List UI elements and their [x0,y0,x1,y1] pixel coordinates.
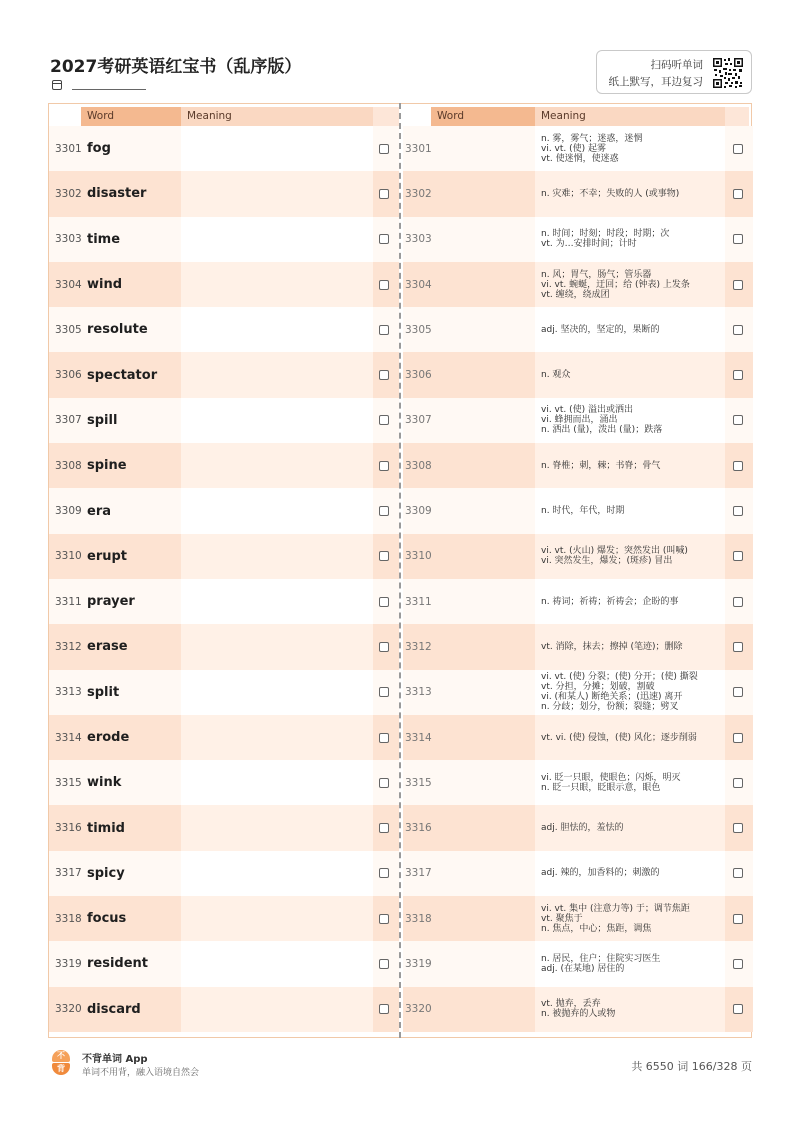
table-row [403,488,753,533]
meaning-line: adj. 坚决的，坚定的，果断的 [541,324,660,335]
meaning-line: n. 灾难；不幸；失败的人 (或事物) [541,188,680,199]
meaning-line: n. 洒出 (量)，泼出 (量)；跌落 [541,425,663,436]
checkbox-icon[interactable] [733,551,743,561]
table-row [49,987,399,1032]
table-row [49,262,399,307]
entry-meaning [535,262,725,307]
table-row [403,805,753,850]
checkbox-icon[interactable] [733,778,743,788]
meaning-line: n. 脊椎；刺，棘；书脊；骨气 [541,460,661,471]
entry-number: 3307 [55,414,82,427]
meaning-line: n. 风；胃气，肠气；管乐器 [541,269,652,280]
table-row [49,805,399,850]
meaning-blank[interactable] [181,488,373,533]
entry-number: 3312 [55,640,82,653]
entry-word: spicy [87,865,125,881]
entry-number: 3320 [405,1003,432,1016]
entry-meaning [535,987,725,1032]
entry-number: 3320 [55,1003,82,1016]
table-row [49,217,399,262]
meaning-blank[interactable] [181,987,373,1032]
table-header [403,104,753,126]
word-blank[interactable] [431,217,535,262]
checkbox-icon[interactable] [733,144,743,154]
checkbox-icon[interactable] [733,415,743,425]
meaning-blank[interactable] [181,941,373,986]
meaning-line: vt. 消除，抹去；擦掉 (笔迹)；删除 [541,641,683,652]
meaning-line: vt. 缠绕，绕成团 [541,289,610,300]
entry-number: 3317 [55,867,82,880]
table-row [49,760,399,805]
meaning-line: n. 焦点，中心；焦距，调焦 [541,923,652,934]
entry-number: 3307 [405,414,432,427]
entry-number: 3305 [405,323,432,336]
entry-number: 3317 [405,867,432,880]
word-blank[interactable] [431,941,535,986]
entry-word: era [87,503,112,519]
meaning-line: vt. 聚焦于 [541,913,583,924]
entry-number: 3311 [55,595,82,608]
checkbox-icon[interactable] [379,280,389,290]
meaning-line: vi. vt. 蜿蜒，迂回；给 (钟表) 上发条 [541,279,690,290]
word-blank[interactable] [431,443,535,488]
table-row [49,488,399,533]
meaning-line: vi. 蜂拥而出，涌出 [541,415,618,426]
entry-meaning [535,896,725,941]
meaning-blank[interactable] [181,534,373,579]
qr-code-icon[interactable] [712,57,744,89]
checkbox-icon[interactable] [733,1004,743,1014]
meaning-blank[interactable] [181,171,373,216]
entry-meaning [535,534,725,579]
checkbox-icon[interactable] [733,687,743,697]
table-row [49,624,399,669]
checkbox-icon[interactable] [733,868,743,878]
entry-meaning [535,579,725,624]
logo-bottom: 背 [52,1063,70,1075]
table-row [403,534,753,579]
meaning-line: vt. 使迷惘，使迷惑 [541,153,619,164]
entry-meaning [535,851,725,896]
table-row [49,579,399,624]
app-name: 不背单词 App [82,1054,148,1065]
entry-number: 3316 [55,822,82,835]
meaning-blank[interactable] [181,443,373,488]
meaning-blank[interactable] [181,352,373,397]
table-row [403,171,753,216]
meaning-line: vi. vt. (火山) 爆发；突然发出 (叫喊) [541,546,688,557]
meaning-column [403,104,753,1032]
checkbox-icon[interactable] [379,234,389,244]
word-column [49,104,399,1032]
meaning-line: vt. vi. (使) 侵蚀，(使) 风化；逐步削弱 [541,732,697,743]
meaning-blank[interactable] [181,715,373,760]
meaning-line: vt. 分担，分摊；划破，割破 [541,682,655,693]
checkbox-icon[interactable] [379,597,389,607]
entry-number: 3301 [405,142,432,155]
table-row [403,443,753,488]
meaning-line: n. 时间；时刻；时段；时期；次 [541,229,670,240]
entry-number: 3315 [405,776,432,789]
word-blank[interactable] [431,352,535,397]
checkbox-icon[interactable] [733,461,743,471]
entry-number: 3302 [55,187,82,200]
meaning-line: adj. 胆怯的，羞怯的 [541,823,624,834]
table-row [403,670,753,715]
table-row [49,715,399,760]
checkbox-icon[interactable] [733,234,743,244]
checkbox-icon[interactable] [379,733,389,743]
table-row [49,941,399,986]
meaning-blank[interactable] [181,805,373,850]
checkbox-icon[interactable] [379,868,389,878]
header-meaning: Meaning [535,107,725,126]
word-blank[interactable] [431,760,535,805]
meaning-line: vt. 抛弃，丢弃 [541,999,601,1010]
checkbox-icon[interactable] [379,325,389,335]
meaning-line: n. 雾，雾气；迷惑，迷惘 [541,133,643,144]
entry-meaning [535,398,725,443]
word-blank[interactable] [431,534,535,579]
entry-number: 3310 [55,550,82,563]
word-blank[interactable] [431,715,535,760]
page-title: 2027考研英语红宝书（乱序版） [50,57,302,77]
checkbox-icon[interactable] [379,642,389,652]
entry-number: 3310 [405,550,432,563]
table-header [49,104,399,126]
date-field [52,80,146,90]
entry-number: 3314 [55,731,82,744]
word-blank[interactable] [431,126,535,171]
entry-word: timid [87,820,125,836]
table-row [403,352,753,397]
entry-word: time [87,231,121,247]
checkbox-icon[interactable] [733,959,743,969]
table-row [403,262,753,307]
table-row [403,987,753,1032]
meaning-blank[interactable] [181,307,373,352]
table-row [49,307,399,352]
header-check [373,107,399,126]
checkbox-icon[interactable] [733,189,743,199]
meaning-line: vi. vt. 集中 (注意力等) 于；调节焦距 [541,903,690,914]
entry-number: 3319 [55,957,82,970]
word-blank[interactable] [431,262,535,307]
checkbox-icon[interactable] [733,823,743,833]
entry-number: 3306 [405,369,432,382]
table-row [403,715,753,760]
fold-divider [399,103,401,1038]
checkbox-icon[interactable] [379,144,389,154]
meaning-line: adj. 辣的，加香料的；刺激的 [541,868,660,879]
table-row [49,171,399,216]
entry-word: erupt [87,548,128,564]
entry-number: 3318 [55,912,82,925]
table-row [49,670,399,715]
meaning-line: vt. 为…安排时间；计时 [541,239,637,250]
entry-word: prayer [87,594,135,610]
header-meaning: Meaning [181,107,373,126]
checkbox-icon[interactable] [379,823,389,833]
meaning-line: vi. (和某人) 断绝关系；(迅速) 离开 [541,692,683,703]
word-blank[interactable] [431,987,535,1032]
meaning-line: n. 观众 [541,370,571,381]
meaning-line: vi. 眨一只眼，使眼色；闪烁，明灭 [541,772,681,783]
checkbox-icon[interactable] [733,280,743,290]
entry-word: spill [87,412,118,428]
entry-number: 3304 [55,278,82,291]
entry-word: focus [87,911,127,927]
word-blank[interactable] [431,579,535,624]
entry-number: 3319 [405,957,432,970]
table-row [403,624,753,669]
meaning-line: n. 祷词；祈祷；祈祷会；企盼的事 [541,596,679,607]
entry-meaning [535,307,725,352]
entry-number: 3306 [55,369,82,382]
meaning-blank[interactable] [181,217,373,262]
entry-number: 3305 [55,323,82,336]
table-row [49,126,399,171]
entry-meaning [535,941,725,986]
table-row [49,352,399,397]
entry-meaning [535,805,725,850]
word-blank[interactable] [431,624,535,669]
checkbox-icon[interactable] [379,687,389,697]
header-word: Word [81,107,181,126]
meaning-blank[interactable] [181,126,373,171]
entry-meaning [535,171,725,216]
qr-line1: 扫码听单词 [650,59,703,71]
entry-number: 3314 [405,731,432,744]
word-blank[interactable] [431,171,535,216]
entry-number: 3301 [55,142,82,155]
table-row [403,760,753,805]
meaning-blank[interactable] [181,579,373,624]
entry-number: 3312 [405,640,432,653]
entry-number: 3316 [405,822,432,835]
table-row [49,443,399,488]
checkbox-icon[interactable] [733,506,743,516]
entry-word: spectator [87,367,158,383]
checkbox-icon[interactable] [379,461,389,471]
entry-word: fog [87,141,111,157]
table-row [49,896,399,941]
meaning-line: vi. 突然发生，爆发；(斑疹) 冒出 [541,556,673,567]
word-blank[interactable] [431,805,535,850]
checkbox-icon[interactable] [733,914,743,924]
checkbox-icon[interactable] [733,597,743,607]
meaning-blank[interactable] [181,262,373,307]
entry-number: 3313 [55,686,82,699]
entry-meaning [535,670,725,715]
meaning-line: n. 居民，住户；住院实习医生 [541,953,661,964]
entry-meaning [535,352,725,397]
entry-number: 3311 [405,595,432,608]
checkbox-icon[interactable] [379,551,389,561]
meaning-blank[interactable] [181,670,373,715]
entry-word: discard [87,1001,141,1017]
table-row [403,579,753,624]
meaning-line: n. 被抛弃的人或物 [541,1009,616,1020]
table-row [403,398,753,443]
meaning-blank[interactable] [181,760,373,805]
table-row [49,851,399,896]
app-slogan: 单词不用背，融入语境自然会 [82,1068,200,1078]
entry-meaning [535,760,725,805]
entry-number: 3309 [55,505,82,518]
checkbox-icon[interactable] [379,778,389,788]
entry-meaning [535,126,725,171]
meaning-line: vi. vt. (使) 起雾 [541,143,607,154]
qr-line2: 纸上默写，耳边复习 [608,76,703,88]
word-blank[interactable] [431,670,535,715]
word-blank[interactable] [431,398,535,443]
checkbox-icon[interactable] [733,370,743,380]
entry-number: 3315 [55,776,82,789]
checkbox-icon[interactable] [733,325,743,335]
app-logo [52,1050,72,1076]
table-row [403,307,753,352]
meaning-line: vi. vt. (使) 溢出或洒出 [541,405,634,416]
entry-meaning [535,488,725,533]
checkbox-icon[interactable] [733,733,743,743]
entry-word: disaster [87,186,147,202]
table-row [403,941,753,986]
entry-number: 3303 [405,233,432,246]
entry-word: resident [87,956,149,972]
entry-number: 3308 [55,459,82,472]
meaning-blank[interactable] [181,398,373,443]
table-row [403,851,753,896]
entry-meaning [535,443,725,488]
entry-number: 3304 [405,278,432,291]
table-row [49,398,399,443]
entry-meaning [535,715,725,760]
entry-word: wink [87,775,122,791]
meaning-line: n. 时代，年代，时期 [541,506,625,517]
entry-number: 3302 [405,187,432,200]
entry-number: 3309 [405,505,432,518]
entry-word: erode [87,730,130,745]
meaning-line: adj. (在某地) 居住的 [541,963,625,974]
entry-meaning [535,217,725,262]
meaning-blank[interactable] [181,851,373,896]
entry-word: resolute [87,322,148,338]
checkbox-icon[interactable] [379,914,389,924]
checkbox-icon[interactable] [379,370,389,380]
checkbox-icon[interactable] [379,959,389,969]
qr-card [596,50,752,94]
entry-word: erase [87,639,128,655]
word-blank[interactable] [431,851,535,896]
entry-word: split [87,684,120,700]
checkbox-icon[interactable] [379,506,389,516]
entry-word: spine [87,458,127,474]
meaning-blank[interactable] [181,896,373,941]
date-blank-line [72,80,146,90]
logo-top: 不 [52,1050,70,1062]
calendar-icon [52,80,62,90]
meaning-line: n. 分歧；划分，份额；裂缝；劈叉 [541,702,679,713]
checkbox-icon[interactable] [733,642,743,652]
entry-word: wind [87,277,123,293]
checkbox-icon[interactable] [379,415,389,425]
entry-number: 3313 [405,686,432,699]
word-blank[interactable] [431,488,535,533]
header-word: Word [431,107,535,126]
table-row [49,534,399,579]
meaning-line: vi. vt. (使) 分裂；(使) 分开；(使) 撕裂 [541,672,698,683]
meaning-line: n. 眨一只眼，眨眼示意，眼色 [541,782,661,793]
word-blank[interactable] [431,896,535,941]
checkbox-icon[interactable] [379,1004,389,1014]
table-row [403,896,753,941]
entry-meaning [535,624,725,669]
header-check [725,107,749,126]
word-blank[interactable] [431,307,535,352]
table-row [403,126,753,171]
checkbox-icon[interactable] [379,189,389,199]
entry-number: 3318 [405,912,432,925]
entry-number: 3303 [55,233,82,246]
table-row [403,217,753,262]
page-info: 共 6550 词 166/328 页 [631,1060,752,1073]
entry-number: 3308 [405,459,432,472]
meaning-blank[interactable] [181,624,373,669]
